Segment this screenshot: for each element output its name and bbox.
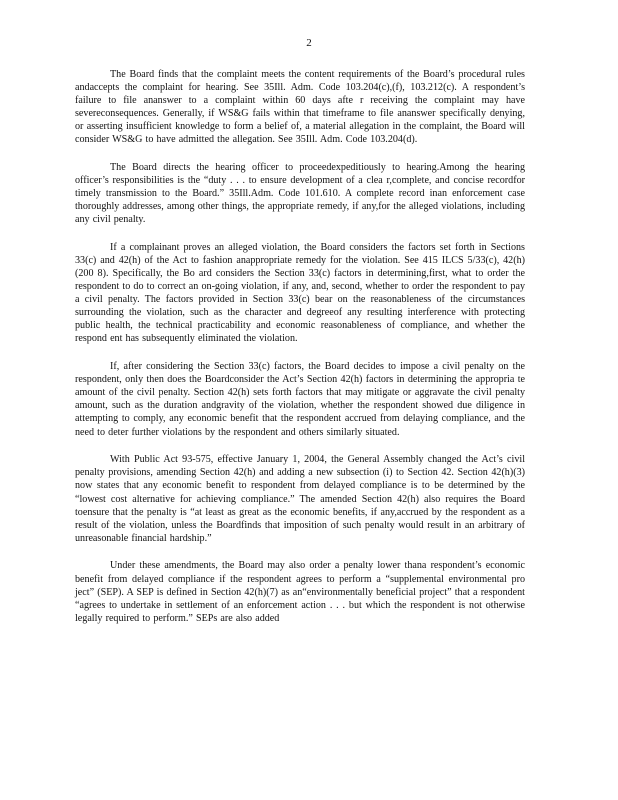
paragraph-text: With Public Act 93-575, effective January 1, 2004, the General Assembly changed the Act’s civil penalty provisions, amending Section 42(h) and adding a new subsection (i) to Section 42. Section 42(h)(3) now states that any economic benefit to respondent from delayed compliance is to be determined by the “lowest cost alternative for achieving compliance.” The amended Section 42(h) also requires the Board toensure that the penalty is “at least as great as the economic benefits, if any,accrued by the respondent as a result of the violation, unless the Boardfinds that imposition of such penalty would result in an arbitrary of unreasonable financial hardship.” bbox=[75, 454, 525, 544]
paragraph-hearing-officer bbox=[75, 161, 525, 226]
paragraph-section-33c bbox=[75, 241, 525, 345]
paragraph-section-42h bbox=[75, 360, 525, 438]
paragraph-text: The Board directs the hearing officer to proceedexpeditiously to hearing.Among the hearing officer’s responsibilities is the “duty . . . to ensure development of a clea r,complete, and concise recordfor timely transmission to the Board.” 35Ill.Adm. Code 101.610. A complete record inan enforcement case thoroughly addresses, among other things, the appropriate remedy, if any,for the alleged violations, including any civil penalty. bbox=[75, 162, 525, 226]
paragraph-sep bbox=[75, 559, 525, 624]
paragraph-text: Under these amendments, the Board may also order a penalty lower thana respondent’s economic benefit from delayed compliance if the respondent agrees to perform a “supplemental environmental pro ject” (SEP). A SEP is defined in Section 42(h)(7) as an“environmentally beneficial project” that a respondent “agrees to undertake in settlement of an enforcement action . . . but which the respondent is not otherwise legally required to perform.” SEPs are also added bbox=[75, 560, 525, 624]
body-text bbox=[75, 68, 525, 640]
paragraph-text: The Board finds that the complaint meets the content requirements of the Board’s procedural rules andaccepts the complaint for hearing. See 35Ill. Adm. Code 103.204(c),(f), 103.212(c). A respondent’s failure to file ananswer to a complaint within 60 days afte r receiving the complaint may have severeconsequences. Generally, if WS&G fails within that timeframe to file ananswer specifically denying, or asserting insufficient knowledge to form a belief of, a material allegation in the complaint, the Board will consider WS&G to have admitted the allegation. See 35Ill. Adm. Code 103.204(d). bbox=[75, 69, 525, 146]
paragraph-complaint-acceptance bbox=[75, 68, 525, 146]
paragraph-text: If a complainant proves an alleged violation, the Board considers the factors set forth in Sections 33(c) and 42(h) of the Act to fashion anappropriate remedy for the violation. See 415 ILCS 5/33(c), 42(h) (200 8). Specifically, the Bo ard considers the Section 33(c) factors in determining,first, what to order the respondent to do to correct an on-going violation, if any, and, second, whether to order the respondent to pay a civil penalty. The factors provided in Section 33(c) bear on the reasonableness of the circumstances surrounding the violation, such as the character and degreeof any resulting interference with protecting public health, the technical practicability and economic reasonableness of compliance, and whether the respond ent has subsequently eliminated the violation. bbox=[75, 242, 525, 345]
paragraph-public-act bbox=[75, 453, 525, 544]
paragraph-text: If, after considering the Section 33(c) factors, the Board decides to impose a civil penalty on the respondent, only then does the Boardconsider the Act’s Section 42(h) factors in determining the appropria te amount of the civil penalty. Section 42(h) sets forth factors that may mitigate or aggravate the civil penalty amount, such as the duration andgravity of the violation, whether the respondent showed due diligence in attempting to comply, any economic benefit that the respondent accrued from delaying compliance, and the need to deter further violations by the respondent and others similarly situated. bbox=[75, 361, 525, 438]
page-number: 2 bbox=[306, 37, 312, 49]
